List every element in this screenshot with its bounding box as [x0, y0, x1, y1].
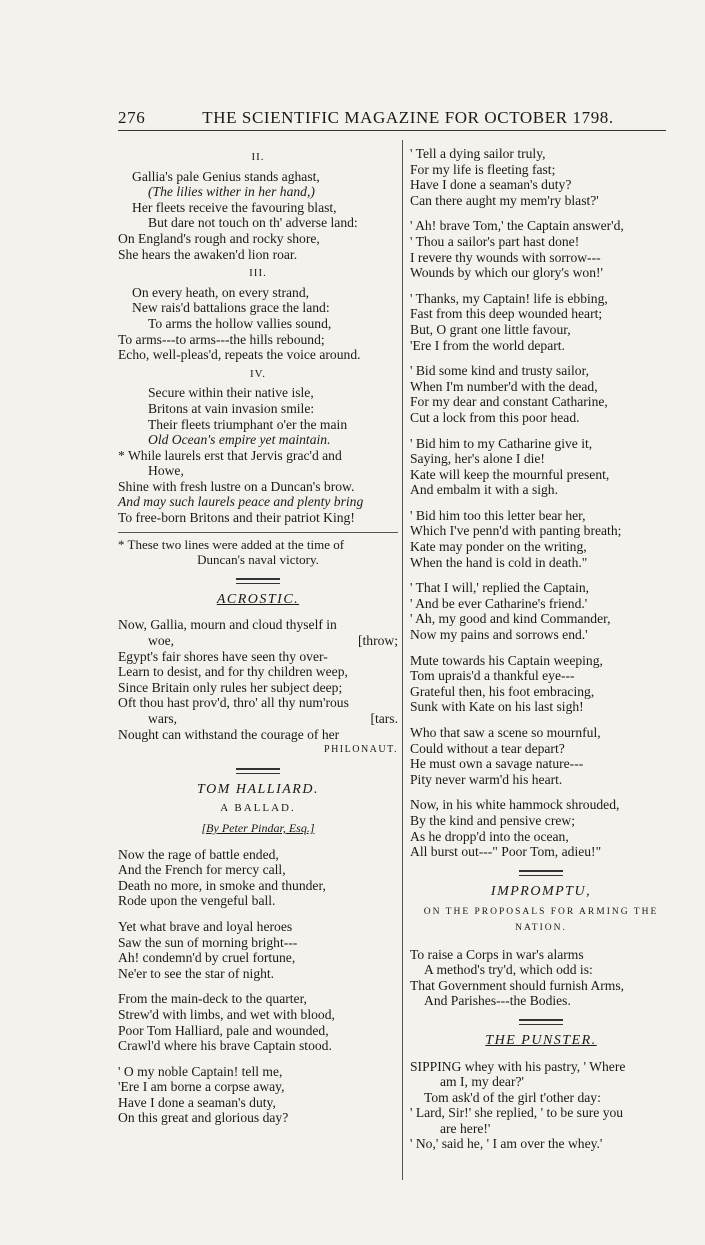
verse-line: For my dear and constant Catharine,	[410, 394, 608, 410]
impromptu-subtitle: ON THE PROPOSALS FOR ARMING THE	[423, 907, 659, 918]
verse-line: Can there aught my mem'ry blast?'	[410, 192, 599, 208]
verse-line: That Government should furnish Arms,	[410, 977, 625, 993]
verse-line: By the kind and pensive crew;	[410, 812, 575, 828]
verse-line: (The lilies wither in her hand,)	[148, 184, 315, 200]
verse-line: Now the rage of battle ended,	[118, 846, 279, 862]
verse-fragment: [throw;	[357, 633, 398, 649]
stanza-number: III.	[249, 267, 267, 280]
verse-line: When the hand is cold in death."	[410, 554, 588, 570]
verse-line: Tom uprais'd a thankful eye---	[410, 668, 575, 684]
verse-line: ' Bid him too this letter bear her,	[410, 507, 586, 523]
verse-line: ' Tell a dying sailor truly,	[410, 146, 546, 161]
header-rule	[118, 130, 666, 131]
verse-line: She hears the awaken'd lion roar.	[118, 246, 298, 262]
verse-line: 'Ere I am borne a corpse away,	[118, 1079, 285, 1095]
verse-line: From the main-deck to the quarter,	[118, 991, 307, 1007]
verse-line: A method's try'd, which odd is:	[424, 962, 593, 978]
verse-line: Kate may ponder on the writing,	[410, 539, 587, 555]
ornament-rule	[236, 768, 280, 774]
verse-line: And may such laurels peace and plenty bring	[118, 494, 364, 510]
verse-line: Poor Tom Halliard, pale and wounded,	[118, 1022, 329, 1038]
left-column	[118, 146, 398, 1126]
ornament-rule	[519, 870, 563, 876]
verse-line: I revere thy wounds with sorrow---	[410, 249, 601, 265]
verse-line: Saying, her's alone I die!	[410, 451, 545, 467]
verse-line: 'Ere I from the world depart.	[410, 337, 565, 353]
verse-line: Death no more, in smoke and thunder,	[118, 877, 326, 893]
verse-line: Rode upon the vengeful ball.	[118, 893, 276, 909]
impromptu-subtitle: NATION.	[515, 922, 567, 933]
verse-line: are here!'	[440, 1120, 491, 1136]
verse-line: ' Bid him to my Catharine give it,	[410, 435, 593, 451]
right-column	[410, 146, 672, 1152]
verse-line: On every heath, on every strand,	[132, 284, 310, 300]
verse-line: Could without a tear depart?	[410, 740, 565, 756]
verse-line: Cut a lock from this poor head.	[410, 409, 580, 425]
verse-line: On this great and glorious day?	[118, 1110, 289, 1126]
verse-line: Tom ask'd of the girl t'other day:	[424, 1089, 601, 1105]
ballad-title: TOM HALLIARD.	[197, 781, 319, 797]
verse-line: ' No,' said he, ' I am over the whey.'	[410, 1136, 603, 1152]
verse-line: ' Lard, Sir!' she replied, ' to be sure you	[410, 1105, 624, 1121]
ballad-author: [By Peter Pindar, Esq.]	[201, 820, 315, 835]
ornament-rule	[519, 1019, 563, 1025]
acrostic-title: ACROSTIC.	[216, 591, 300, 607]
verse-line: And the French for mercy call,	[118, 862, 286, 878]
impromptu-title: IMPROMPTU,	[490, 883, 592, 899]
stanza-number: II.	[251, 151, 265, 163]
verse-line: Britons at vain invasion smile:	[148, 400, 315, 416]
verse-fragment: woe,	[148, 633, 175, 649]
signature: PHILONAUT.	[324, 744, 398, 756]
verse-line: Secure within their native isle,	[148, 385, 314, 401]
verse-line: And Parishes---the Bodies.	[424, 993, 571, 1009]
verse-line: Gallia's pale Genius stands aghast,	[132, 168, 320, 184]
verse-line: Mute towards his Captain weeping,	[410, 652, 603, 668]
verse-line: Echo, well-pleas'd, repeats the voice around.	[118, 347, 361, 363]
verse-line: Yet what brave and loyal heroes	[118, 918, 293, 934]
verse-line: Ah! condemn'd by cruel fortune,	[118, 950, 296, 966]
verse-line: * While laurels erst that Jervis grac'd and	[118, 447, 342, 463]
verse-line: Since Britain only rules her subject deep;	[118, 679, 343, 695]
verse-line: Wounds by which our glory's won!'	[410, 265, 603, 281]
verse-line: SIPPING whey with his pastry, ' Where	[410, 1058, 626, 1074]
verse-line: ' Bid some kind and trusty sailor,	[410, 363, 589, 379]
verse-line: Egypt's fair shores have seen thy over-	[118, 648, 328, 664]
verse-line: Now, Gallia, mourn and cloud thyself in	[118, 617, 337, 633]
verse-line: Have I done a seaman's duty?	[410, 177, 572, 193]
verse-line: am I, my dear?'	[440, 1074, 524, 1090]
verse-line: Grateful then, his foot embracing,	[410, 683, 595, 699]
ornament-rule	[236, 578, 280, 584]
verse-line: As he dropp'd into the ocean,	[410, 828, 569, 844]
verse-line: Ne'er to see the star of night.	[118, 965, 275, 981]
verse-line: Fast from this deep wounded heart;	[410, 306, 603, 322]
verse-line: Learn to desist, and for thy children weep,	[118, 664, 348, 680]
verse-line: But, O grant one little favour,	[410, 321, 571, 337]
verse-line: Their fleets triumphant o'er the main	[148, 416, 348, 432]
verse-line: Now my pains and sorrows end.'	[410, 627, 588, 643]
verse-line: To raise a Corps in war's alarms	[410, 946, 584, 962]
page-number: 276	[118, 108, 146, 127]
footnote-line: Duncan's naval victory.	[197, 552, 319, 568]
verse-line: And embalm it with a sigh.	[410, 482, 559, 498]
verse-line: Crawl'd where his brave Captain stood.	[118, 1038, 332, 1054]
column-divider	[402, 140, 403, 1180]
verse-line: Nought can withstand the courage of her	[118, 726, 340, 742]
verse-line: Old Ocean's empire yet maintain.	[148, 432, 331, 448]
ballad-subtitle: A BALLAD.	[220, 802, 296, 815]
verse-line: Sunk with Kate on his last sigh!	[410, 699, 584, 715]
verse-line	[118, 711, 398, 727]
verse-line: Shine with fresh lustre on a Duncan's brow.	[118, 478, 355, 494]
footnote-rule	[118, 532, 398, 533]
running-title: THE SCIENTIFIC MAGAZINE FOR OCTOBER 1798.	[202, 108, 614, 127]
footnote-line: * These two lines were added at the time of	[118, 536, 345, 552]
verse-line: ' O my noble Captain! tell me,	[118, 1063, 283, 1079]
verse-line: Who that saw a scene so mournful,	[410, 725, 601, 740]
verse-line: ' And be ever Catharine's friend.'	[410, 595, 588, 611]
page-header	[118, 108, 666, 128]
verse-fragment: wars,	[148, 711, 178, 726]
verse-line: Kate will keep the mournful present,	[410, 466, 610, 482]
verse-line: To arms the hollow vallies sound,	[148, 315, 332, 331]
verse-line: ' Ah, my good and kind Commander,	[410, 611, 611, 627]
verse-line: All burst out---" Poor Tom, adieu!"	[410, 844, 602, 860]
verse-line: Her fleets receive the favouring blast,	[132, 199, 337, 215]
verse-line: Which I've penn'd with panting breath;	[410, 523, 622, 539]
verse-line: New rais'd battalions grace the land:	[132, 300, 330, 316]
verse-line: Howe,	[148, 463, 184, 479]
verse-line: ' Thanks, my Captain! life is ebbing,	[410, 290, 608, 306]
verse-line: Now, in his white hammock shrouded,	[410, 797, 620, 813]
verse-line: ' That I will,' replied the Captain,	[410, 580, 590, 596]
verse-line: When I'm number'd with the dead,	[410, 378, 598, 394]
verse-line: Pity never warm'd his heart.	[410, 771, 563, 787]
verse-line	[118, 633, 398, 649]
verse-line: Have I done a seaman's duty,	[118, 1094, 276, 1110]
punster-title: THE PUNSTER.	[485, 1032, 597, 1048]
verse-line: Saw the sun of morning bright---	[118, 934, 298, 950]
verse-line: Strew'd with limbs, and wet with blood,	[118, 1006, 335, 1022]
verse-line: Oft thou hast prov'd, thro' all thy num'rous	[118, 695, 349, 711]
verse-line: He must own a savage nature---	[410, 756, 584, 772]
verse-line: But dare not touch on th' adverse land:	[148, 215, 358, 231]
verse-line: ' Thou a sailor's part hast done!	[410, 233, 580, 249]
verse-line: To free-born Britons and their patriot King!	[118, 510, 355, 526]
verse-line: For my life is fleeting fast;	[410, 161, 556, 177]
verse-fragment: [tars.	[370, 711, 398, 726]
verse-line: On England's rough and rocky shore,	[118, 230, 320, 246]
verse-line: ' Ah! brave Tom,' the Captain answer'd,	[410, 218, 624, 234]
stanza-number: IV.	[250, 367, 266, 380]
verse-line: To arms---to arms---the hills rebound;	[118, 331, 325, 347]
